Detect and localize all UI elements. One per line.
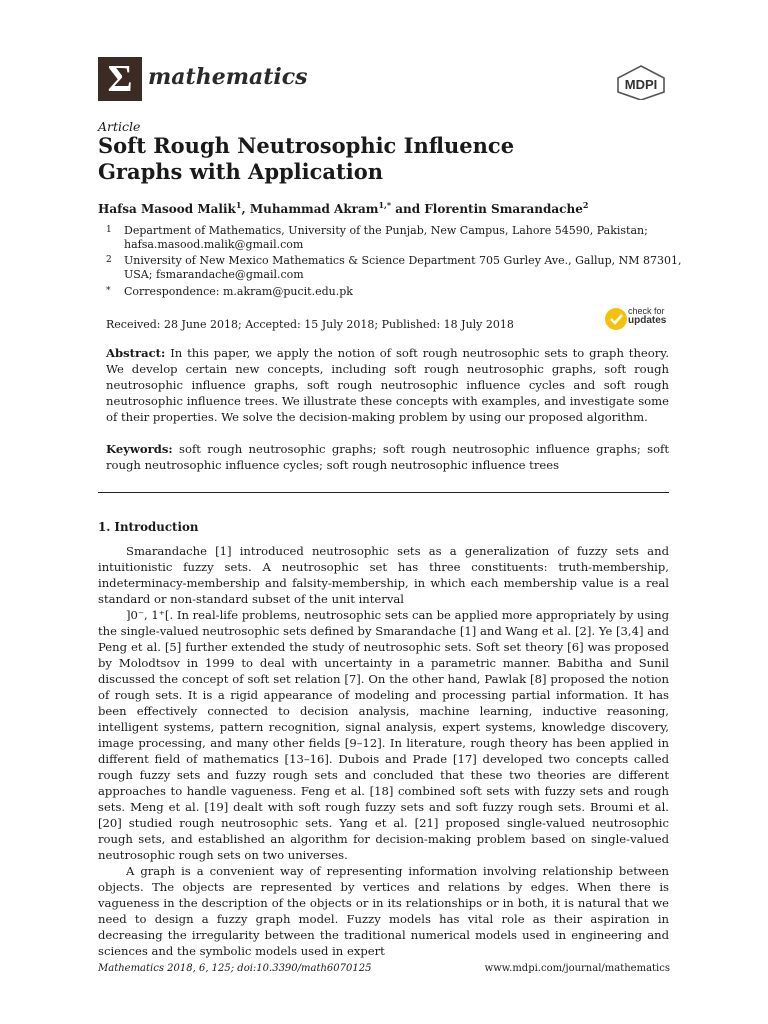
body-paragraph: A graph is a convenient way of representing information involving relationship between objects. The objects are represented by vertices and relations by edges. When there is vagueness in the description of the objects or in its relationships or in both, it is natural that we need to design a fuzzy graph model. Fuzzy models has vital role as their aspiration in decreasing the irregularity between the traditional numerical models used in engineering and sciences and the symbolic models used in expert — [98, 864, 669, 958]
mdpi-logo-text: MDPI — [624, 77, 658, 92]
paper-title: Soft Rough Neutrosophic Influence Graphs with Application — [98, 133, 515, 184]
affiliation — [106, 254, 684, 282]
article-type: Article — [98, 119, 141, 134]
check-for-updates-text[interactable] — [628, 307, 666, 325]
affiliation-text: Department of Mathematics, University of the Punjab, New Campus, Lahore 54590, Pakistan; hafsa.masood.malik@gmail.com — [124, 224, 648, 251]
author-separator: , — [241, 202, 250, 216]
journal-name: mathematics — [148, 64, 308, 90]
publication-dates: Received: 28 June 2018; Accepted: 15 July 2018; Published: 18 July 2018 — [106, 318, 514, 331]
abstract — [106, 345, 669, 425]
check-for-updates-line2: updates — [628, 315, 667, 326]
body-paragraph: Smarandache [1] introduced neutrosophic sets as a generalization of fuzzy sets and intuitionistic fuzzy sets. A neutrosophic set has three constituents: truth-membership, indeterminacy-membership and falsity-membership, in which each membership value is a real standard or non-standard subset of the unit interval — [98, 544, 669, 606]
affiliation-number: 1 — [106, 225, 112, 235]
author-affiliation-mark: 2 — [582, 200, 589, 210]
body-text — [98, 543, 669, 959]
affiliation — [106, 224, 684, 252]
mdpi-logo — [614, 64, 668, 100]
check-for-updates-line1: check for — [628, 306, 665, 316]
sigma-icon: Σ — [107, 58, 133, 100]
abstract-text: In this paper, we apply the notion of soft rough neutrosophic sets to graph theory. We develop certain new concepts, including soft rough neutrosophic graphs, soft rough neutrosophic influence graphs, soft rough neutrosophic influence cycles and soft rough neutrosophic influence trees. We illustrate these concepts with examples, and investigate some of their properties. We solve the decision-making problem by using our proposed algorithm. — [106, 346, 670, 424]
affiliation-number: 2 — [106, 255, 112, 265]
footer-url[interactable]: www.mdpi.com/journal/mathematics — [484, 963, 670, 974]
author-separator: and — [391, 202, 425, 216]
keywords — [106, 441, 669, 473]
correspondence — [106, 285, 684, 299]
affiliation-text: University of New Mexico Mathematics & Science Department 705 Gurley Ave., Gallup, NM 87301, USA; fsmarandache@gmail.com — [124, 254, 682, 281]
section-heading: 1. Introduction — [98, 520, 199, 534]
author-affiliation-mark: 1,* — [378, 200, 392, 210]
affiliation-text: Correspondence: m.akram@pucit.edu.pk — [124, 285, 353, 298]
body-paragraph: ]0⁻, 1⁺[. In real-life problems, neutrosophic sets can be applied more appropriately by using the single-valued neutrosophic sets defined by Smarandache [1] and Wang et al. [2]. Ye [3,4] and Peng et al. [5] further extended the study of neutrosophic sets. Soft set theory [6] was proposed by Molodtsov in 1999 to deal with uncertainty in a parametric manner. Babitha and Sunil discussed the concept of soft set relation [7]. On the other hand, Pawlak [8] proposed the notion of rough sets. It is a rigid appearance of modeling and processing partial information. It has been effectively connected to decision analysis, machine learning, inductive reasoning, intelligent systems, pattern recognition, signal analysis, expert systems, knowledge discovery, image processing, and many other fields [9–12]. In literature, rough theory has been applied in different field of mathematics [13–16]. Dubois and Prade [17] developed two concepts called rough fuzzy sets and fuzzy rough sets and concluded that these two theories are different approaches to handle vagueness. Feng et al. [18] combined soft sets with fuzzy sets and rough sets. Meng et al. [19] dealt with soft rough fuzzy sets and soft fuzzy rough sets. Broumi et al. [20] studied rough neutrosophic sets. Yang et al. [21] proposed single-valued neutrosophic rough sets, and established an algorithm for decision-making problem based on single-valued neutrosophic rough sets on two universes. — [98, 608, 669, 862]
affiliation-number: * — [106, 286, 111, 296]
footer-citation — [98, 963, 371, 974]
abstract-label: Abstract: — [106, 346, 166, 360]
author-name: Muhammad Akram — [249, 202, 379, 216]
section-divider — [98, 492, 669, 493]
author-list — [98, 200, 588, 216]
author-name: Florentin Smarandache — [424, 202, 583, 216]
author-affiliation-mark: 1 — [235, 200, 242, 210]
author-name: Hafsa Masood Malik — [98, 202, 236, 216]
footer-citation-text: Mathematics 2018, 6, 125; doi:10.3390/math6070125 — [98, 963, 372, 974]
journal-logo — [98, 57, 142, 101]
keywords-label: Keywords: — [106, 442, 173, 456]
keywords-text: soft rough neutrosophic graphs; soft rough neutrosophic influence graphs; soft rough neutrosophic influence cycles; soft rough neutrosophic influence trees — [106, 442, 670, 472]
